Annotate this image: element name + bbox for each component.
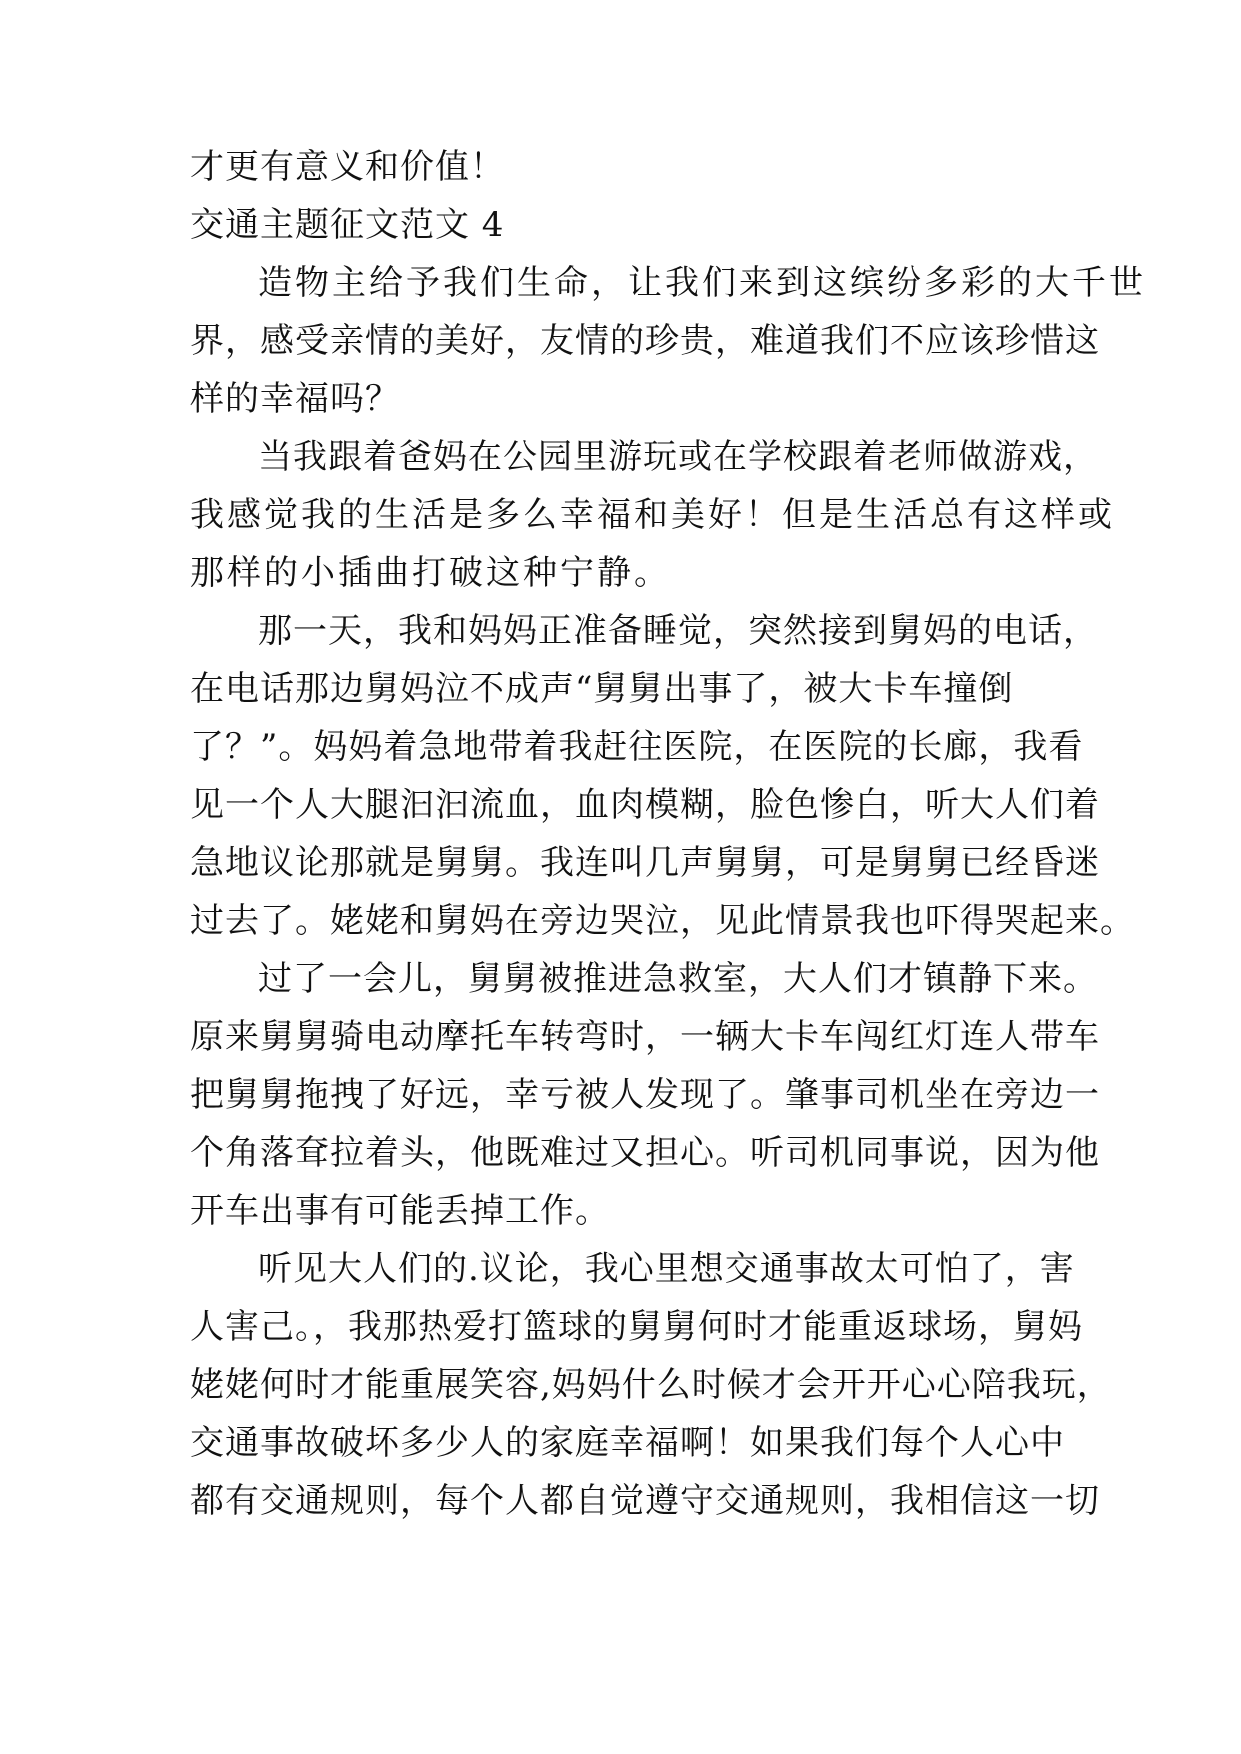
paragraph-line: 交通事故破坏多少人的家庭幸福啊！如果我们每个人心中 bbox=[190, 1423, 1065, 1463]
paragraph-line: 造物主给予我们生命，让我们来到这缤纷多彩的大千世 bbox=[258, 263, 1146, 303]
paragraph-line: 听见大人们的.议论，我心里想交通事故太可怕了，害 bbox=[258, 1249, 1075, 1289]
paragraph-line: 我感觉我的生活是多么幸福和美好！但是生活总有这样或 bbox=[190, 495, 1115, 535]
paragraph-line: 把舅舅拖拽了好远，幸亏被人发现了。肇事司机坐在旁边一 bbox=[190, 1075, 1100, 1115]
paragraph-line: 那一天，我和妈妈正准备睡觉，突然接到舅妈的电话， bbox=[258, 611, 1098, 651]
paragraph-line: 急地议论那就是舅舅。我连叫几声舅舅，可是舅舅已经昏迷 bbox=[190, 843, 1100, 883]
paragraph-line: 人害己。，我那热爱打篮球的舅舅何时才能重返球场，舅妈 bbox=[190, 1307, 1083, 1347]
paragraph-line: 了？”。妈妈着急地带着我赶往医院，在医院的长廊，我看 bbox=[190, 727, 1084, 767]
paragraph-line: 姥姥何时才能重展笑容,妈妈什么时候才会开开心心陪我玩， bbox=[190, 1365, 1112, 1405]
paragraph-line: 那样的小插曲打破这种宁静。 bbox=[190, 553, 671, 593]
paragraph-line: 界，感受亲情的美好，友情的珍贵，难道我们不应该珍惜这 bbox=[190, 321, 1100, 361]
paragraph-line: 过了一会儿，舅舅被推进急救室，大人们才镇静下来。 bbox=[258, 959, 1098, 999]
paragraph-line: 过去了。姥姥和舅妈在旁边哭泣，见此情景我也吓得哭起来。 bbox=[190, 901, 1135, 941]
paragraph-line: 当我跟着爸妈在公园里游玩或在学校跟着老师做游戏， bbox=[258, 437, 1098, 477]
paragraph-line: 在电话那边舅妈泣不成声“舅舅出事了，被大卡车撞倒 bbox=[190, 669, 1014, 709]
paragraph-line: 见一个人大腿汩汩流血，血肉模糊，脸色惨白，听大人们着 bbox=[190, 785, 1100, 825]
paragraph-line: 开车出事有可能丢掉工作。 bbox=[190, 1191, 610, 1231]
text-line: 才更有意义和价值！ bbox=[190, 147, 505, 187]
paragraph-line: 样的幸福吗？ bbox=[190, 379, 400, 419]
paragraph-line: 个角落耷拉着头，他既难过又担心。听司机同事说，因为他 bbox=[190, 1133, 1100, 1173]
paragraph-line: 原来舅舅骑电动摩托车转弯时，一辆大卡车闯红灯连人带车 bbox=[190, 1017, 1100, 1057]
section-heading: 交通主题征文范文 4 bbox=[190, 205, 505, 245]
paragraph-line: 都有交通规则，每个人都自觉遵守交通规则，我相信这一切 bbox=[190, 1481, 1100, 1521]
